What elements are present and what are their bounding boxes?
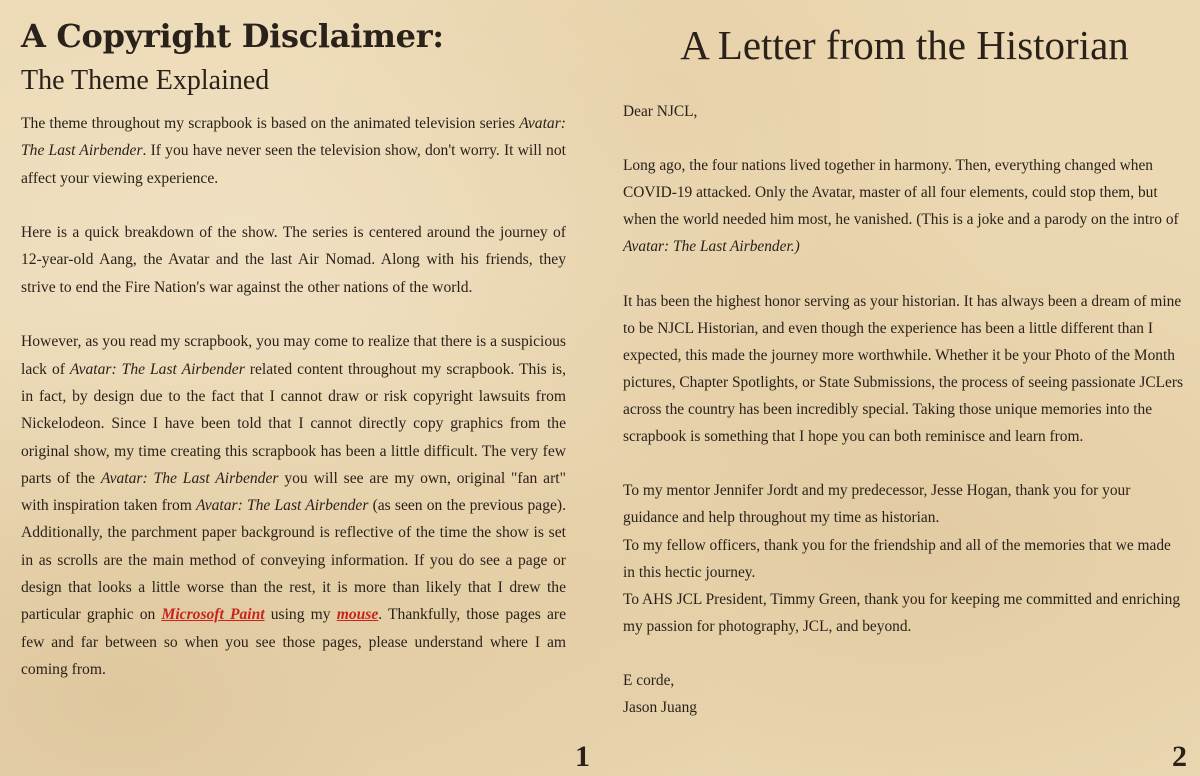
disclaimer-paragraph-2: Here is a quick breakdown of the show. The series is centered around the journey of 12-year-old Aang, the Avatar and the last Air Nomad. Along with his friends, they strive to end the Fire Nation's war against the other nations of the world. [21,224,566,296]
disclaimer-subtitle: The Theme Explained [21,65,270,96]
letter-thanks [623,477,1186,640]
right-page [600,0,1200,776]
show-title-italic: Avatar: The Last Airbender [69,360,245,378]
text-span: However, as you read my scrapbook, you may come to realize that there is a suspicious lack of [21,333,566,378]
letter-signature: Jason Juang [623,699,697,717]
show-title-italic: Avatar: The Last Airbender [196,497,369,515]
text-span: (as seen on the previous page). Additionally, the parchment paper background is reflective of the time the show is set in as scrolls are the main method of conveying information. If you do see a page or design that looks a little worse than the rest, it is more than likely that I drew the particular graphic on [21,497,566,624]
thanks-line-president: To AHS JCL President, Timmy Green, thank you for keeping me committed and enriching my passion for photography, JCL, and beyond. [623,590,1181,635]
disclaimer-paragraph-1 [21,110,566,192]
disclaimer-paragraph-3 [21,328,566,683]
text-span: The theme throughout my scrapbook is based on the animated television series [21,115,520,132]
letter-paragraph-1 [623,152,1186,260]
show-title-italic: Avatar: The Last Airbender [21,115,566,160]
page-number-1: 1 [575,740,590,773]
text-span: Long ago, the four nations lived together in harmony. Then, everything changed when COVID-19 attacked. Only the Avatar, master of all four elements, could stop them, but when the world needed him most, he vanished. (This is a joke and a parody on the intro of [623,157,1179,229]
letter-closing: E corde, [623,671,675,689]
disclaimer-title: A Copyright Disclaimer: [21,17,444,55]
text-span: . If you have never seen the television show, don't worry. It will not affect your viewing experience. [21,142,566,187]
text-span: using my [264,606,337,624]
letter-paragraph-2: It has been the highest honor serving as your historian. It has always been a dream of mine to be NJCL Historian, and even though the experience has been a little different than I expected, this made the journey more worthwhile. Whether it be your Photo of the Month pictures, Chapter Spotlights, or State Submissions, the process of seeing passionate JCLers across the country has been incredibly special. Taking those unique memories into the scrapbook is something that I hope you can both reminisce and learn from. [623,292,1183,446]
text-span: you will see are my own, original "fan art" with inspiration taken from [21,469,566,515]
thanks-line-mentor: To my mentor Jennifer Jordt and my predecessor, Jesse Hogan, thank you for your guidance and help throughout my time as historian. [623,482,1131,527]
text-span: . Thankfully, those pages are few and far between so when you see those pages, please understand where I am coming from. [21,606,566,678]
show-title-italic: Avatar: The Last Airbender.) [623,238,800,256]
letter-greeting: Dear NJCL, [623,103,698,120]
show-title-italic: Avatar: The Last Airbender [100,469,279,487]
microsoft-paint-link[interactable]: Microsoft Paint [161,606,265,624]
thanks-line-officers: To my fellow officers, thank you for the friendship and all of the memories that we made in this hectic journey. [623,536,1171,581]
letter-signoff [623,667,1186,721]
letter-title: A Letter from the Historian [680,22,1129,68]
disclaimer-body [21,110,566,683]
page-number-2: 2 [1172,740,1187,773]
text-span: related content throughout my scrapbook. This is, in fact, by design due to the fact that I cannot draw or risk copyright lawsuits from Nickelodeon. Since I have been told that I cannot directly copy graphics from the original show, my time creating this scrapbook has been a little difficult. The very few parts of the [21,360,566,487]
mouse-link[interactable]: mouse [336,606,379,624]
letter-body [623,98,1186,721]
